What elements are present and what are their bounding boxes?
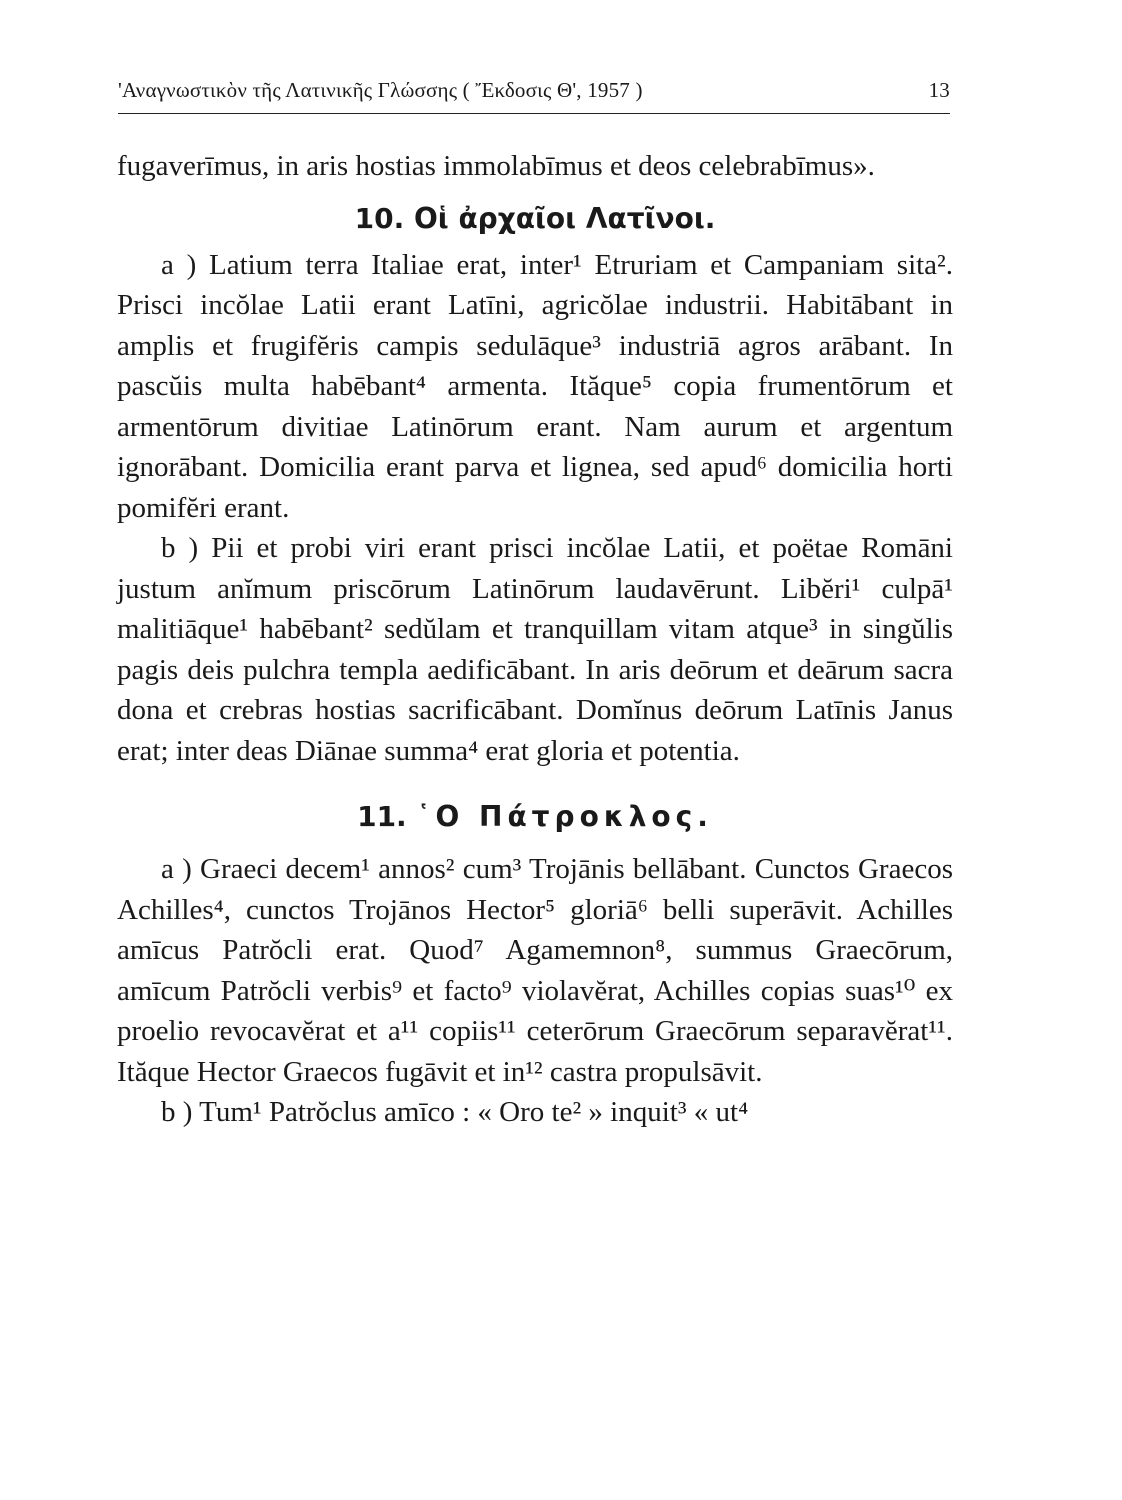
page-body xyxy=(117,146,953,1133)
section-heading-11 xyxy=(117,771,953,849)
running-head xyxy=(118,78,950,108)
paragraph-11a: a ) Graeci decem¹ annos² cum³ Trojānis bellābant. Cunctos Graecos Achilles⁴, cunctos Trojānos Hector⁵ gloriā⁶ belli superāvit. Achilles amīcus Patrŏcli erat. Quod⁷ Agamemnon⁸, summus Graecōrum, amīcum Patrŏcli verbis⁹ et facto⁹ violavĕrat, Achilles copias suas¹⁰ ex proelio revocavĕrat et a¹¹ copiis¹¹ ceterōrum Graecōrum separavĕrat¹¹. Ităque Hector Graecos fugāvit et in¹² castra propulsāvit. xyxy=(117,853,953,1088)
paragraph-10b: b ) Pii et probi viri erant prisci incŏlae Latii, et poëtae Romāni justum anĭmum priscōrum Latinōrum laudavērunt. Libĕri¹ culpā¹ malitiāque¹ habēbant² sedŭlam et tranquillam vitam atque³ in singŭlis pagis deis pulchra templa aedificābant. In aris deōrum et deārum sacra dona et crebras hostias sacrificābant. Domĭnus deōrum Latīnis Janus erat; inter deas Diānae summa⁴ erat gloria et potentia. xyxy=(117,532,953,767)
page-number: 13 xyxy=(928,78,950,102)
header-rule xyxy=(118,113,950,114)
section-title: ῾Ο Πάτροκλος. xyxy=(416,800,713,833)
section-title: Οἱ ἀρχαῖοι Λατῖνοι. xyxy=(413,201,716,235)
section-number: 10. xyxy=(354,201,405,235)
paragraph-10a: a ) Latium terra Italiae erat, inter¹ Etruriam et Campaniam sita². Prisci incŏlae Latii erant Latīni, agricŏlae industrii. Habitābant in amplis et frugifĕris campis sedulāque³ industriā agros arābant. In pascŭis multa habēbant⁴ armenta. Ităque⁵ copia frumentōrum et armentōrum divitiae Latinōrum erant. Nam aurum et argentum ignorābant. Domicilia erant parva et lignea, sed apud⁶ domicilia horti pomifĕri erant. xyxy=(117,248,953,524)
section-number: 11. xyxy=(357,800,407,833)
paragraph-11b: b ) Tum¹ Patrŏclus amīco : « Oro te² » inquit³ « ut⁴ xyxy=(161,1096,749,1128)
continuation-paragraph: fugaverīmus, in aris hostias immolabīmus et deos celebrabīmus». xyxy=(117,150,875,182)
running-title: 'Αναγνωστικὸν τῆς Λατινικῆς Γλώσσης ( Ἔκδοσις Θ', 1957 ) xyxy=(118,78,643,102)
section-heading-10 xyxy=(117,187,953,245)
